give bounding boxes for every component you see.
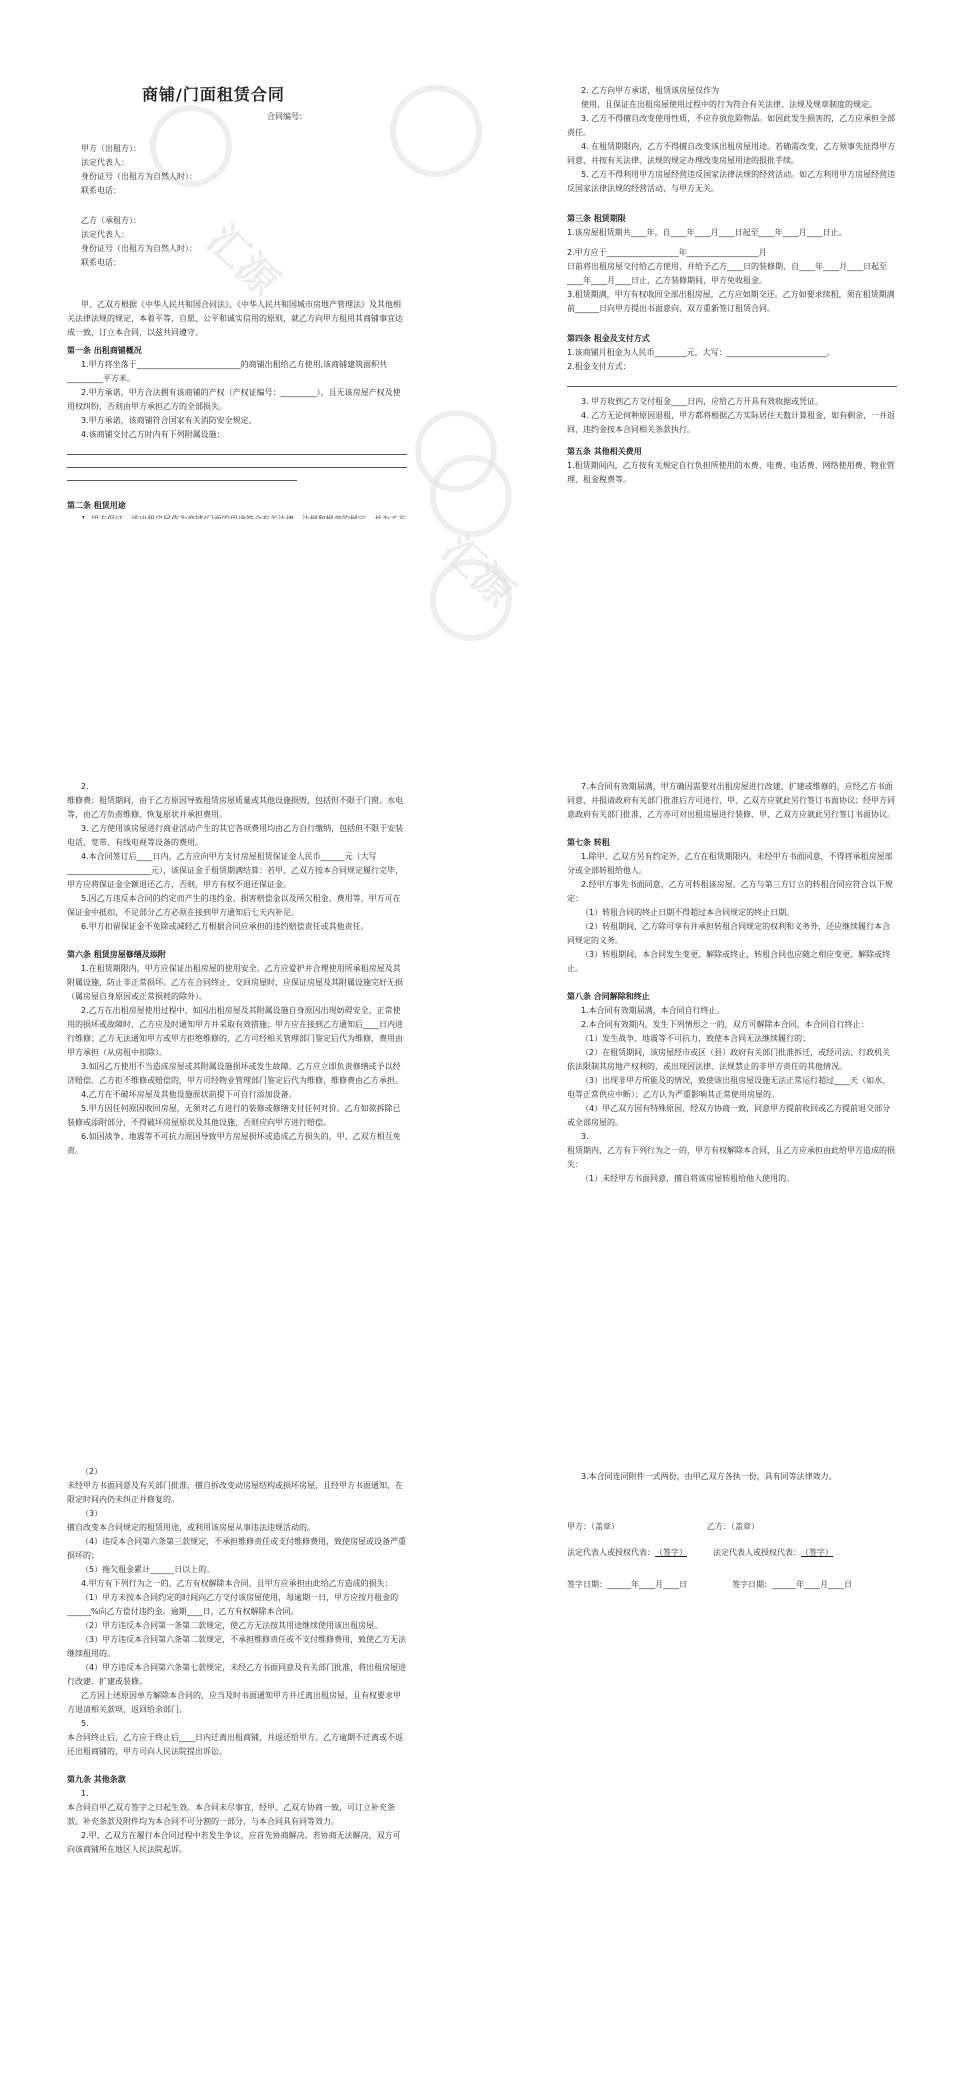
clause: 2. 乙方向甲方承诺，租赁该房屋仅作为 (581, 86, 720, 95)
page-2-content (567, 84, 897, 487)
clause: 4.甲方有下列行为之一的，乙方有权解除本合同，且甲方应承担由此给乙方造成的损失： (81, 1579, 393, 1588)
clause: 4.乙方在不破坏房屋及其他设施原状前提下可自行添加设备。 (81, 1090, 297, 1099)
clause: 本合同终止后，乙方应于终止后____日内迁离出租商铺，并返还给甲方。乙方逾期不迁离或不返还出租商铺的，甲方可向人民法院提出诉讼。 (67, 1733, 403, 1756)
clause: 租赁期内，乙方有下列行为之一的，甲方有权解除本合同，且乙方应承担由此给甲方造成的损失： (567, 1146, 895, 1169)
clause: （4）甲乙双方因有特殊原因，经双方协商一致，同意甲方提前收回或乙方提前退交部分或全部房屋的。 (567, 1104, 891, 1127)
clause: 3.甲方承诺，该商铺符合国家有关消防安全规定。 (81, 416, 257, 425)
clause: （1）转租合同的终止日期不得超过本合同规定的终止日期。 (581, 908, 795, 917)
clause: 7.本合同有效期届满，甲方确因需要对出租房屋进行改建、扩建或维修的，应经乙方书面同意，并报请政府有关部门批准后方可进行，甲、乙双方应就此另行签订书面协议；经甲方同意政府有关部门批准，乙方亦可对出租房屋进行装修、甲、乙双方应就此另行签订书面协议。 (567, 782, 895, 819)
section-heading: 第一条 出租商铺概况 (67, 346, 142, 355)
clause: 3. 乙方使用该房屋进行商业活动产生的其它各项费用均由乙方自行缴纳，包括但不限于安装电话、宽带、有线电视等设备的费用。 (67, 824, 404, 847)
clause: 1.本合同有效期届满，本合同自行终止。 (581, 1006, 725, 1015)
section-heading: 第四条 租金及支付方式 (567, 334, 650, 343)
signature-party-row (567, 1520, 897, 1534)
section-heading: 第八条 合同解除和终止 (567, 992, 650, 1001)
party-a-seal: 甲方：（盖章） (567, 1522, 619, 1531)
clause: （3）甲方违反本合同第六条第二款规定，不承担维修责任或不支付维修费用，致使乙方无法继续租用的。 (67, 1635, 407, 1658)
party-b-rep-signature: （签字） (801, 1548, 833, 1557)
clause: 使用，且保证在出租房屋使用过程中的行为符合有关法律、法规及规章制度的规定。 (581, 100, 877, 109)
document-title: 商铺/门面租赁合同 (142, 85, 285, 104)
clause: 擅自改变本合同规定的租赁用途，或利用该房屋从事违法违规活动的。 (67, 1523, 315, 1532)
clause: 本合同自甲乙双方签字之日起生效。本合同未尽事宜，经甲、乙双方协商一致，可订立补充条款。补充条款及附件均为本合同不可分割的一部分，与本合同具有同等效力。 (67, 1803, 395, 1826)
clause: （2）在租赁期间，该房屋经市或区（县）政府有关部门批准拆迁，或经司法、行政机关依法限制其房地产权利的，或出现因法律、法规禁止的非甲方责任的其他情况。 (567, 1048, 891, 1071)
party-b-sign-date: 签字日期：______年____月____日 (732, 1580, 852, 1589)
page-1-content (67, 85, 407, 541)
section-heading: 第九条 其他条款 (67, 1775, 126, 1784)
page-2 (485, 0, 970, 519)
page-3-text (67, 780, 407, 1158)
clause: 4. 在租赁期限内，乙方不得擅自改变该出租房屋用途。若确需改变，乙方须事先征得甲方同意，并按有关法律、法规的规定办理改变房屋用途的报批手续。 (567, 142, 896, 165)
party-line: 身份证号（出租方为自然人时）： (81, 244, 197, 253)
blank-line (67, 442, 407, 455)
clause: 5.因乙方违反本合同的约定而产生的违约金、损害赔偿金以及所欠租金、费用等，甲方可在保证金中抵扣，不足部分乙方必须在接到甲方通知后七天内补足。 (67, 894, 401, 917)
clause: 4. 乙方无论何种原因退租，甲方都将根据乙方实际居住天数计算租金，如有剩余，一并返回，违约金按本合同相关条款执行。 (567, 411, 896, 434)
clause: 3.如因乙方使用不当造成房屋或其附属设施损坏或发生故障，乙方应立即负责修缮或予以经济赔偿。乙方拒不维修或赔偿的，甲方可经物业管理部门鉴定后代为维修，维修费由乙方承担。 (67, 1062, 403, 1085)
clause: 1.该房屋租赁期共____年，自____年____月____日起至____年____月____日止。 (567, 228, 847, 237)
section-heading: 第六条 租赁房屋修缮及添附 (67, 950, 166, 959)
clause: 维修费：租赁期间，由于乙方原因导致租赁房屋质量或其他设施损毁，包括但不限于门窗、水电等，由乙方负责维修、恢复原状并承担费用。 (67, 796, 403, 819)
clause: 2.甲方承诺，甲方合法拥有该商铺的产权（产权证编号：_________），且无该房屋产权及使用权纠纷，否则由甲方承担乙方的全部损失。 (67, 388, 401, 411)
clause: （2） (81, 1467, 103, 1476)
clause: 6.如因战争、地震等不可抗力原因导致甲方房屋损坏或造成乙方损失的，甲、乙双方相互免责。 (67, 1132, 401, 1155)
party-a-sign-date: 签字日期：______年____月____日 (567, 1580, 687, 1589)
clause: （3） (81, 1509, 103, 1518)
clause: 1. (81, 1789, 89, 1798)
party-line: 甲方（出租方）： (81, 144, 141, 153)
clause: 2.乙方在出租房屋使用过程中，如因出租房屋及其附属设施自身原因出现妨碍安全、正常使用的损坏或故障时，乙方应及时通知甲方并采取有效措施；甲方应在接到乙方通知后____日内进行维修；乙方无法通知甲方或甲方拒绝维修的，乙方可经相关管理部门鉴定后代为维修，费用由甲方承担（从房租中扣除）。 (67, 1006, 403, 1057)
party-line: 身份证号（出租方为自然人时）： (81, 172, 197, 181)
clause: 2.甲方应于__________________年__________________月 (567, 248, 767, 257)
party-b-seal: 乙方：（盖章） (707, 1522, 759, 1531)
clause: 2.租金支付方式： (567, 362, 631, 371)
clause: （3）转租期间，本合同发生变更、解除或终止，转租合同也应随之相应变更、解除或终止。 (567, 950, 891, 973)
clause: （2）转租期间，乙方除可享有并承担转租合同规定的权利和义务外，还应继续履行本合同规定的义务。 (567, 922, 891, 945)
watermark: 汇源 (432, 526, 523, 616)
clause: 4.本合同签订后____日内，乙方应向甲方支付房屋租赁保证金人民币______元（大写_____________________元），该保证金于租赁期满结算：若甲、乙双方按本合同规定履行完毕，甲方应将保证金全额退还乙方，否则，甲方有权不退还保证金。 (67, 852, 403, 889)
clause: 6.甲方扣留保证金不免除或减轻乙方根据合同应承担的违约赔偿责任或其他责任。 (81, 922, 369, 931)
clause: （3）出现非甲方所能及的情况，致使该出租房屋设施无法正常运行超过____天（如水、电等正常供应中断）；乙方认为严重影响其正常使用房屋的。 (567, 1076, 891, 1099)
clause: 1.在租赁期限内，甲方应保证出租房屋的使用安全。乙方应爱护并合理使用所承租房屋及其附属设施，防止非正常损坏。乙方在合同终止、交回房屋时，应保证房屋及其附属设施完好无损（属房屋自身原因或正常损耗的除外）。 (67, 964, 403, 1001)
clause: 5. (81, 1719, 89, 1728)
clause: （2）甲方违反本合同第一条第二款规定，使乙方无法按其用途继续使用该出租房屋。 (81, 1621, 383, 1630)
clause: 乙方因上述原因单方解除本合同的，应当及时书面通知甲方并迁离出租房屋，且有权要求甲方退清相关款项，返回给余部门。 (67, 1691, 401, 1714)
watermark-logo (390, 85, 482, 177)
watermark: 汇源 (197, 216, 288, 306)
clause: 2.经甲方事先书面同意，乙方可转租该房屋。乙方与第三方订立的转租合同应符合以下规定： (567, 880, 893, 903)
clause: 日前将出租房屋交付给乙方使用，并给予乙方____日的装修期，自____年____月____日起至____年____月____日止，乙方装修期间，甲方免收租金。 (567, 262, 887, 285)
page-1 (0, 0, 485, 519)
clause: 1.除甲、乙双方另有约定外，乙方在租赁期限内，未经甲方书面同意，不得将承租房屋部分或全部转租给他人。 (567, 852, 893, 875)
section-heading: 第三条 租赁期限 (567, 214, 626, 223)
clause: （4）违反本合同第六条第三款规定，不承担维修责任或支付维修费用，致使房屋或设备严重损坏的； (67, 1537, 407, 1560)
clause: 1.该商铺月租金为人民币________元，大写：_________________________。 (567, 348, 835, 357)
clause: 3. 乙方不得擅自改变使用性质，不应存放危险物品。如因此发生损害的，乙方应承担全部责任。 (567, 114, 896, 137)
watermark-logo (430, 455, 512, 537)
party-line: 法定代表人： (81, 230, 129, 239)
intro-paragraph: 甲、乙双方根据《中华人民共和国合同法》、《中华人民共和国城市房地产管理法》及其他相关法律法规的规定，本着平等、自愿、公平和诚实信用的原则，就乙方向甲方租用其商铺事宜达成一致，订立本合同，以兹共同遵守。 (67, 300, 403, 337)
section-heading: 第七条 转租 (567, 838, 610, 847)
signature-date-row (567, 1578, 897, 1592)
clause: （1）发生战争、地震等不可抗力，致使本合同无法继续履行的； (581, 1034, 811, 1043)
clause: 1.甲方将坐落于__________________________的商铺出租给乙方使用,该商铺建筑面积共_________平方米。 (67, 360, 388, 383)
signature-rep-row (567, 1546, 897, 1560)
party-line: 联系电话： (81, 258, 121, 267)
clause: （4）甲方违反本合同第六条第七款规定，未经乙方书面同意及有关部门批准，将出租房屋进行改建、扩建或装修。 (67, 1663, 407, 1686)
clause: 2. (81, 782, 89, 791)
party-line: 法定代表人： (81, 158, 129, 167)
clause: 4.该商铺交付乙方时内有下列附属设施： (81, 430, 225, 439)
section-heading: 第五条 其他相关费用 (567, 447, 642, 456)
clause: 未经甲方书面同意及有关部门批准，擅自拆改变动房屋结构或损坏房屋，且经甲方书面通知，在限定时间内仍未纠正并修复的。 (67, 1481, 403, 1504)
party-b-rep-label: 法定代表人或授权代表： (713, 1548, 801, 1557)
clause: 3.租赁期满，甲方有权收回全部出租房屋，乙方应如期交还。乙方如要求续租，须在租赁期满前______日向甲方提出书面意向，双方重新签订租赁合同。 (567, 290, 895, 313)
clause: 1.租赁期间内，乙方按有关规定自行负担所使用的水费、电费、电话费、网络使用费、物业管理、租金税费等。 (567, 461, 895, 484)
party-a-rep-signature: （签字） (655, 1548, 687, 1557)
blank-line (567, 374, 897, 387)
clause: （1）甲方未按本合同约定的时间向乙方交付该房屋使用，每逾期一日，甲方应按月租金的______%向乙方偿付违约金。逾期____日，乙方有权解除本合同。 (67, 1593, 399, 1616)
party-a-rep-label: 法定代表人或授权代表： (567, 1548, 655, 1557)
clause: 3.本合同连同附件一式两份，由甲乙双方各执一份，具有同等法律效力。 (581, 1472, 837, 1481)
party-line: 乙方（承租方）： (81, 216, 141, 225)
section-heading: 第二条 租赁用途 (67, 501, 126, 510)
clause: 5. 乙方不得利用甲方房屋经营违反国家法律法规的经营活动。如乙方利用甲方房屋经营违反国家法律法规的经营活动，与甲方无关。 (567, 170, 896, 193)
clause: （1）未经甲方书面同意，擅自将该房屋转租给他人使用的。 (581, 1174, 795, 1183)
blank-line (67, 455, 407, 468)
clause: 5.甲方因任何原因收回房屋，无须对乙方进行的装修或修缮支付任何对价。乙方如欲拆除已装修或添附部分，不得破坏房屋原状及其他设施，否则应向甲方进行赔偿。 (67, 1104, 401, 1127)
clause: 2.本合同有效期内，发生下列情形之一的，双方可解除本合同，本合同自行终止： (581, 1020, 869, 1029)
page-4-text (567, 780, 897, 1186)
page-5-text (67, 1465, 407, 1857)
page-6-text (567, 1470, 897, 1592)
clause: 2.甲、乙双方在履行本合同过程中若发生争议，应首先协商解决。若协商无法解决，双方可向该商铺所在地区人民法院起诉。 (67, 1831, 401, 1854)
clause: （5）拖欠租金累计______日以上的。 (81, 1565, 215, 1574)
contract-number: 合同编号： (267, 112, 307, 121)
blank-line (67, 468, 297, 481)
clause: 3. 甲方收到乙方交付租金____日内，应给乙方开具有效收据或凭证。 (581, 397, 824, 406)
party-line: 联系电话： (81, 186, 121, 195)
clause: 3. (581, 1132, 589, 1141)
